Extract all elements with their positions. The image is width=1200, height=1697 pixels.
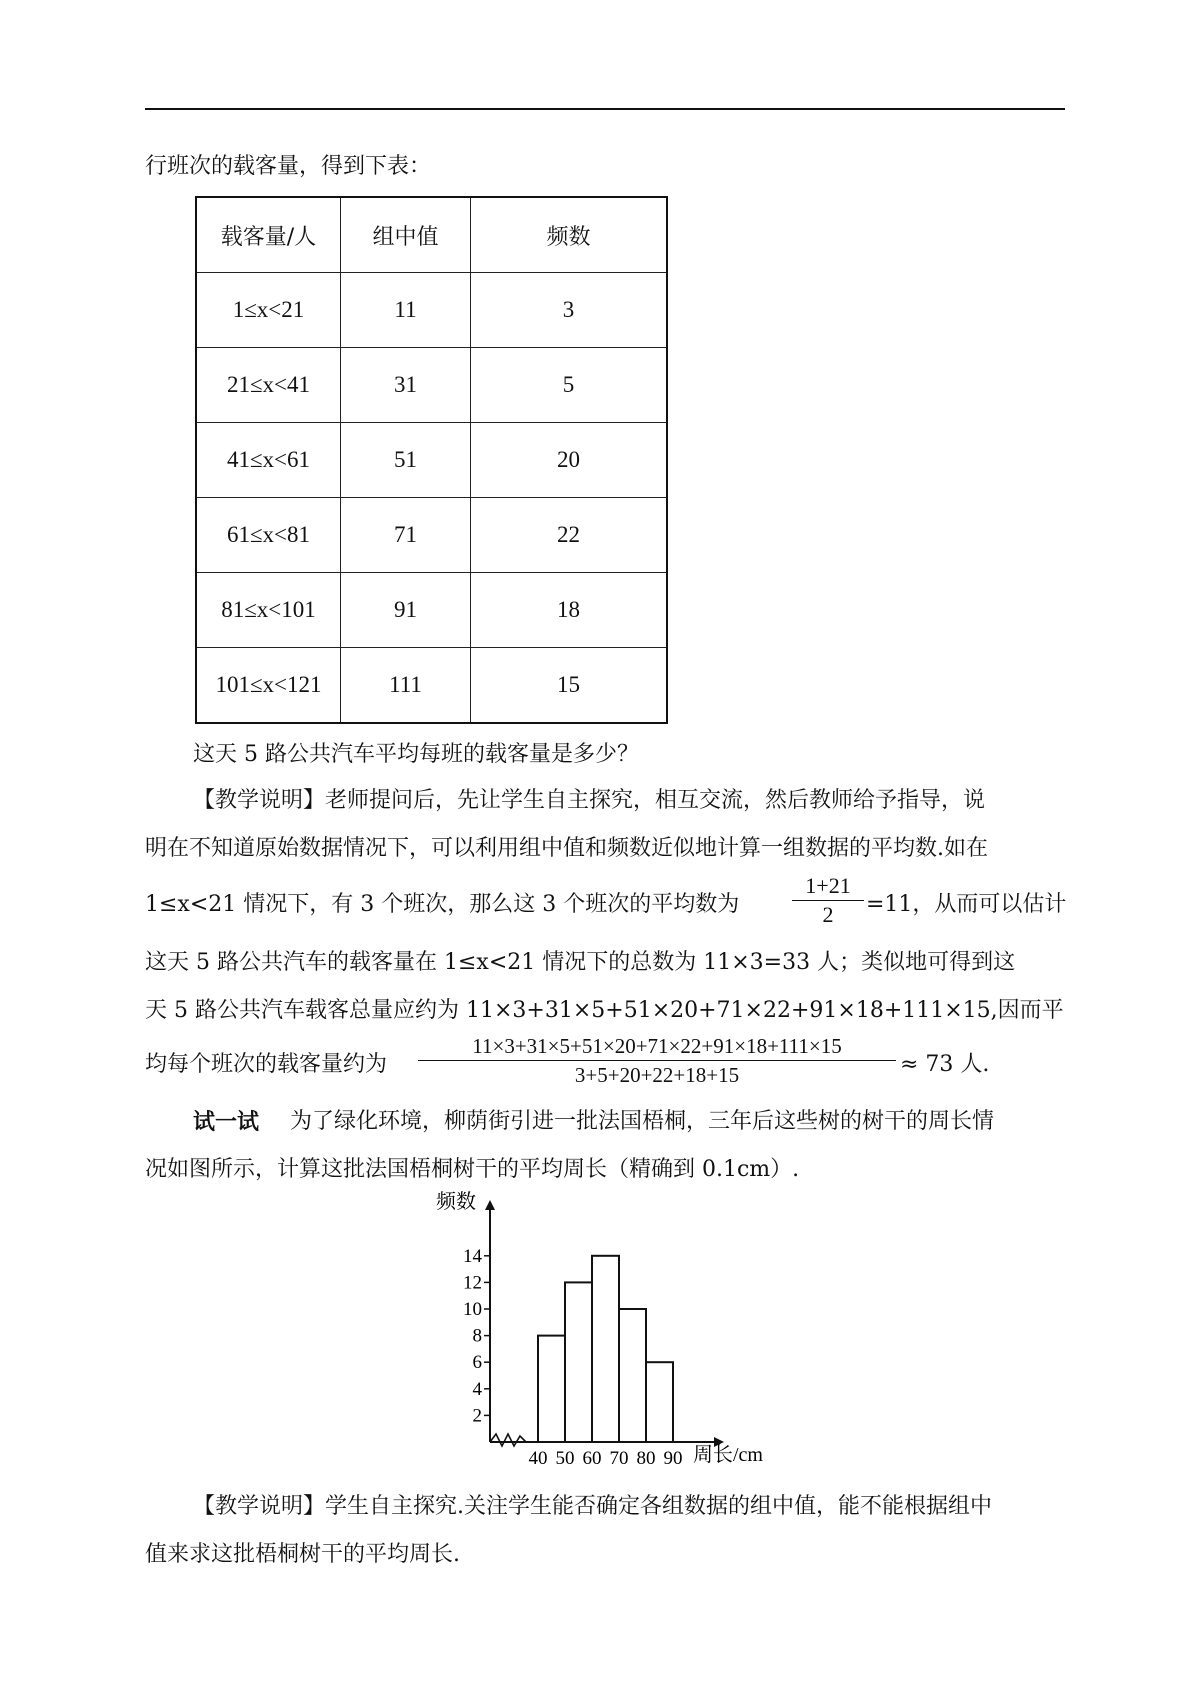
y-tick-label: 6 <box>472 1352 482 1374</box>
histogram-bar <box>619 1309 646 1442</box>
fraction-2-numerator: 11×3+31×5+51×20+71×22+91×18+111×15 <box>472 1034 842 1058</box>
table-row <box>196 423 667 498</box>
row-mid: 91 <box>341 573 471 648</box>
question-text: 这天 5 路公共汽车平均每班的载客量是多少？ <box>193 742 639 767</box>
table-row <box>196 648 667 724</box>
x-axis-label: 周长/cm <box>693 1444 763 1466</box>
row-mid: 71 <box>341 498 471 573</box>
header-range: 载客量/人 <box>196 197 341 273</box>
explain2-line2: 值来求这批梧桐树干的平均周长. <box>145 1542 460 1567</box>
row-freq: 15 <box>471 648 668 724</box>
header-mid: 组中值 <box>341 197 471 273</box>
fraction-1-numerator: 1+21 <box>805 873 851 898</box>
row-freq: 5 <box>471 348 668 423</box>
table-row <box>196 573 667 648</box>
fraction-1-denominator: 2 <box>822 902 834 927</box>
explain1-line4: 这天 5 路公共汽车的载客量在 1≤x<21 情况下的总数为 11×3=33 人；类似地可得到这 <box>145 950 1016 975</box>
row-range: 41≤x<61 <box>196 423 341 498</box>
frequency-table <box>195 196 668 724</box>
table-row <box>196 498 667 573</box>
explain1-line6-post: ≈ 73 人. <box>900 1052 990 1077</box>
intro-line: 行班次的载客量，得到下表： <box>145 154 432 179</box>
x-tick-label: 80 <box>636 1448 656 1469</box>
explain1-line3-pre: 1≤x<21 情况下，有 3 个班次，那么这 3 个班次的平均数为 <box>145 892 740 917</box>
histogram-bar <box>565 1282 592 1442</box>
table-header-row <box>196 197 667 273</box>
row-freq: 20 <box>471 423 668 498</box>
row-range: 1≤x<21 <box>196 273 341 348</box>
explain1-line1: 【教学说明】老师提问后，先让学生自主探究，相互交流，然后教师给予指导，说 <box>193 788 986 813</box>
x-tick-label: 40 <box>528 1448 548 1469</box>
x-tick-label: 90 <box>663 1448 683 1469</box>
row-range: 61≤x<81 <box>196 498 341 573</box>
row-range: 81≤x<101 <box>196 573 341 648</box>
y-tick-label: 2 <box>472 1405 482 1427</box>
explain1-line5: 天 5 路公共汽车载客总量应约为 11×3+31×5+51×20+71×22+91×18+111×15,因而平 <box>145 998 1064 1023</box>
x-tick-label: 50 <box>555 1448 575 1469</box>
y-tick-label: 8 <box>472 1325 482 1347</box>
fraction-2-denominator: 3+5+20+22+18+15 <box>574 1063 740 1087</box>
fraction-1 <box>792 872 864 929</box>
row-freq: 22 <box>471 498 668 573</box>
histogram-bar <box>538 1336 565 1442</box>
y-tick-label: 4 <box>472 1378 482 1400</box>
row-mid: 111 <box>341 648 471 724</box>
y-axis-label: 频数 <box>436 1191 476 1213</box>
y-tick-label: 14 <box>463 1245 482 1267</box>
y-tick-label: 10 <box>463 1299 482 1320</box>
explain1-line2: 明在不知道原始数据情况下，可以利用组中值和频数近似地计算一组数据的平均数.如在 <box>145 836 988 861</box>
row-freq: 18 <box>471 573 668 648</box>
row-freq: 3 <box>471 273 668 348</box>
row-mid: 51 <box>341 423 471 498</box>
try-line2: 况如图所示，计算这批法国梧桐树干的平均周长（精确到 0.1cm）. <box>145 1157 800 1182</box>
explain1-line3-post: =11，从而可以估计 <box>866 892 1067 917</box>
header-freq: 频数 <box>471 197 668 273</box>
histogram-bar <box>646 1362 673 1442</box>
fraction-2 <box>418 1032 896 1089</box>
row-mid: 31 <box>341 348 471 423</box>
table-row <box>196 348 667 423</box>
try-line1: 为了绿化环境，柳荫街引进一批法国梧桐，三年后这些树的树干的周长情 <box>290 1109 995 1134</box>
header-rule <box>145 108 1065 110</box>
y-tick-label: 12 <box>463 1272 482 1294</box>
table-row <box>196 273 667 348</box>
histogram <box>420 1190 810 1470</box>
explain1-line6-pre: 均每个班次的载客量约为 <box>145 1052 388 1077</box>
row-range: 21≤x<41 <box>196 348 341 423</box>
try-label: 试一试 <box>193 1109 260 1135</box>
histogram-bar <box>592 1256 619 1442</box>
explain2-line1: 【教学说明】学生自主探究.关注学生能否确定各组数据的组中值，能不能根据组中 <box>193 1494 992 1519</box>
axis-break-icon <box>490 1434 526 1446</box>
x-tick-label: 70 <box>609 1448 629 1469</box>
x-tick-label: 60 <box>582 1448 602 1469</box>
row-range: 101≤x<121 <box>196 648 341 724</box>
row-mid: 11 <box>341 273 471 348</box>
